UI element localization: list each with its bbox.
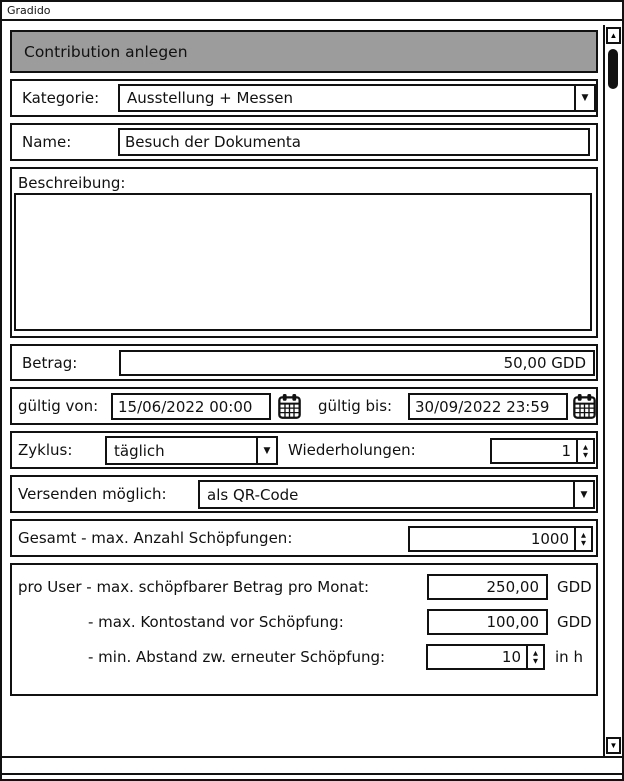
name-row [10,123,598,161]
pro-user-monat-unit: GDD [557,578,592,596]
zyklus-label: Zyklus: [18,441,73,459]
gesamt-row [10,519,598,557]
calendar-icon [278,393,301,420]
calendar-icon[interactable] [573,393,596,420]
kategorie-value: Ausstellung + Messen [127,89,294,107]
beschreibung-label: Beschreibung: [18,174,126,192]
betrag-input[interactable] [119,350,595,376]
betrag-row [10,344,598,381]
gueltig-bis-label: gültig bis: [318,397,393,415]
calendar-icon [573,393,596,420]
chevron-down-icon[interactable]: ▼ [573,482,593,507]
gueltig-von-input[interactable] [111,393,271,420]
gueltig-bis-input[interactable] [408,393,568,420]
scroll-up-button[interactable] [606,27,621,44]
gueltig-row [10,387,598,425]
pro-user-line-1 [12,574,596,600]
gesamt-label: Gesamt - max. Anzahl Schöpfungen: [18,529,293,547]
window-title: Gradido [7,4,51,17]
abstand-stepper[interactable] [426,644,545,670]
name-label: Name: [22,133,72,151]
arrow-down-icon[interactable]: ▼ [583,450,588,459]
versenden-value: als QR-Code [207,485,299,504]
beschreibung-row [10,167,598,338]
pro-user-line-2 [12,609,596,635]
abstand-label: - min. Abstand zw. erneuter Schöpfung: [88,648,386,666]
arrow-up-icon[interactable]: ▲ [583,443,588,451]
window-titlebar[interactable] [2,2,622,21]
pro-user-monat-label: pro User - max. schöpfbarer Betrag pro Monat: [18,578,370,596]
zyklus-row [10,431,598,469]
kontostand-label: - max. Kontostand vor Schöpfung: [88,613,344,631]
arrow-up-icon[interactable]: ▲ [581,531,586,539]
stepper-arrows[interactable] [576,440,593,462]
scroll-up-icon: ▲ [609,31,618,40]
wiederholungen-label: Wiederholungen: [288,441,416,459]
wiederholungen-stepper[interactable] [490,438,595,464]
gueltig-von-label: gültig von: [18,397,99,415]
arrow-down-icon[interactable]: ▼ [581,538,586,547]
kategorie-label: Kategorie: [22,89,100,107]
scroll-down-icon: ▼ [609,741,618,750]
versenden-row [10,475,598,513]
pro-user-monat-input[interactable] [427,574,548,600]
calendar-icon[interactable] [278,393,301,420]
zyklus-value: täglich [114,441,165,460]
wiederholungen-input[interactable] [492,440,576,462]
versenden-dropdown[interactable] [198,480,595,509]
beschreibung-textarea[interactable] [14,193,592,331]
arrow-up-icon[interactable]: ▲ [533,649,538,657]
scrollbar-thumb[interactable] [608,49,618,89]
name-input[interactable] [118,128,590,156]
abstand-unit: in h [555,648,583,666]
pro-user-line-3 [12,644,596,670]
kontostand-unit: GDD [557,613,592,631]
stepper-arrows[interactable] [574,528,591,550]
vertical-scrollbar[interactable] [603,25,622,756]
versenden-label: Versenden möglich: [18,485,167,503]
gesamt-input[interactable] [410,528,574,550]
gesamt-stepper[interactable] [408,526,593,552]
kategorie-row [10,79,598,117]
stepper-arrows[interactable] [526,646,543,668]
chevron-down-icon[interactable]: ▼ [574,86,594,110]
form-title: Contribution anlegen [24,42,188,61]
kontostand-input[interactable] [427,609,548,635]
arrow-down-icon[interactable]: ▼ [533,656,538,665]
betrag-label: Betrag: [22,353,78,372]
abstand-input[interactable] [428,646,526,668]
zyklus-dropdown[interactable] [105,436,278,465]
kategorie-dropdown[interactable] [118,84,596,112]
form-header [10,30,598,73]
chevron-down-icon[interactable]: ▼ [256,438,276,463]
pro-user-group [10,563,598,696]
scroll-down-button[interactable] [606,737,621,754]
bottom-bar [2,756,622,775]
